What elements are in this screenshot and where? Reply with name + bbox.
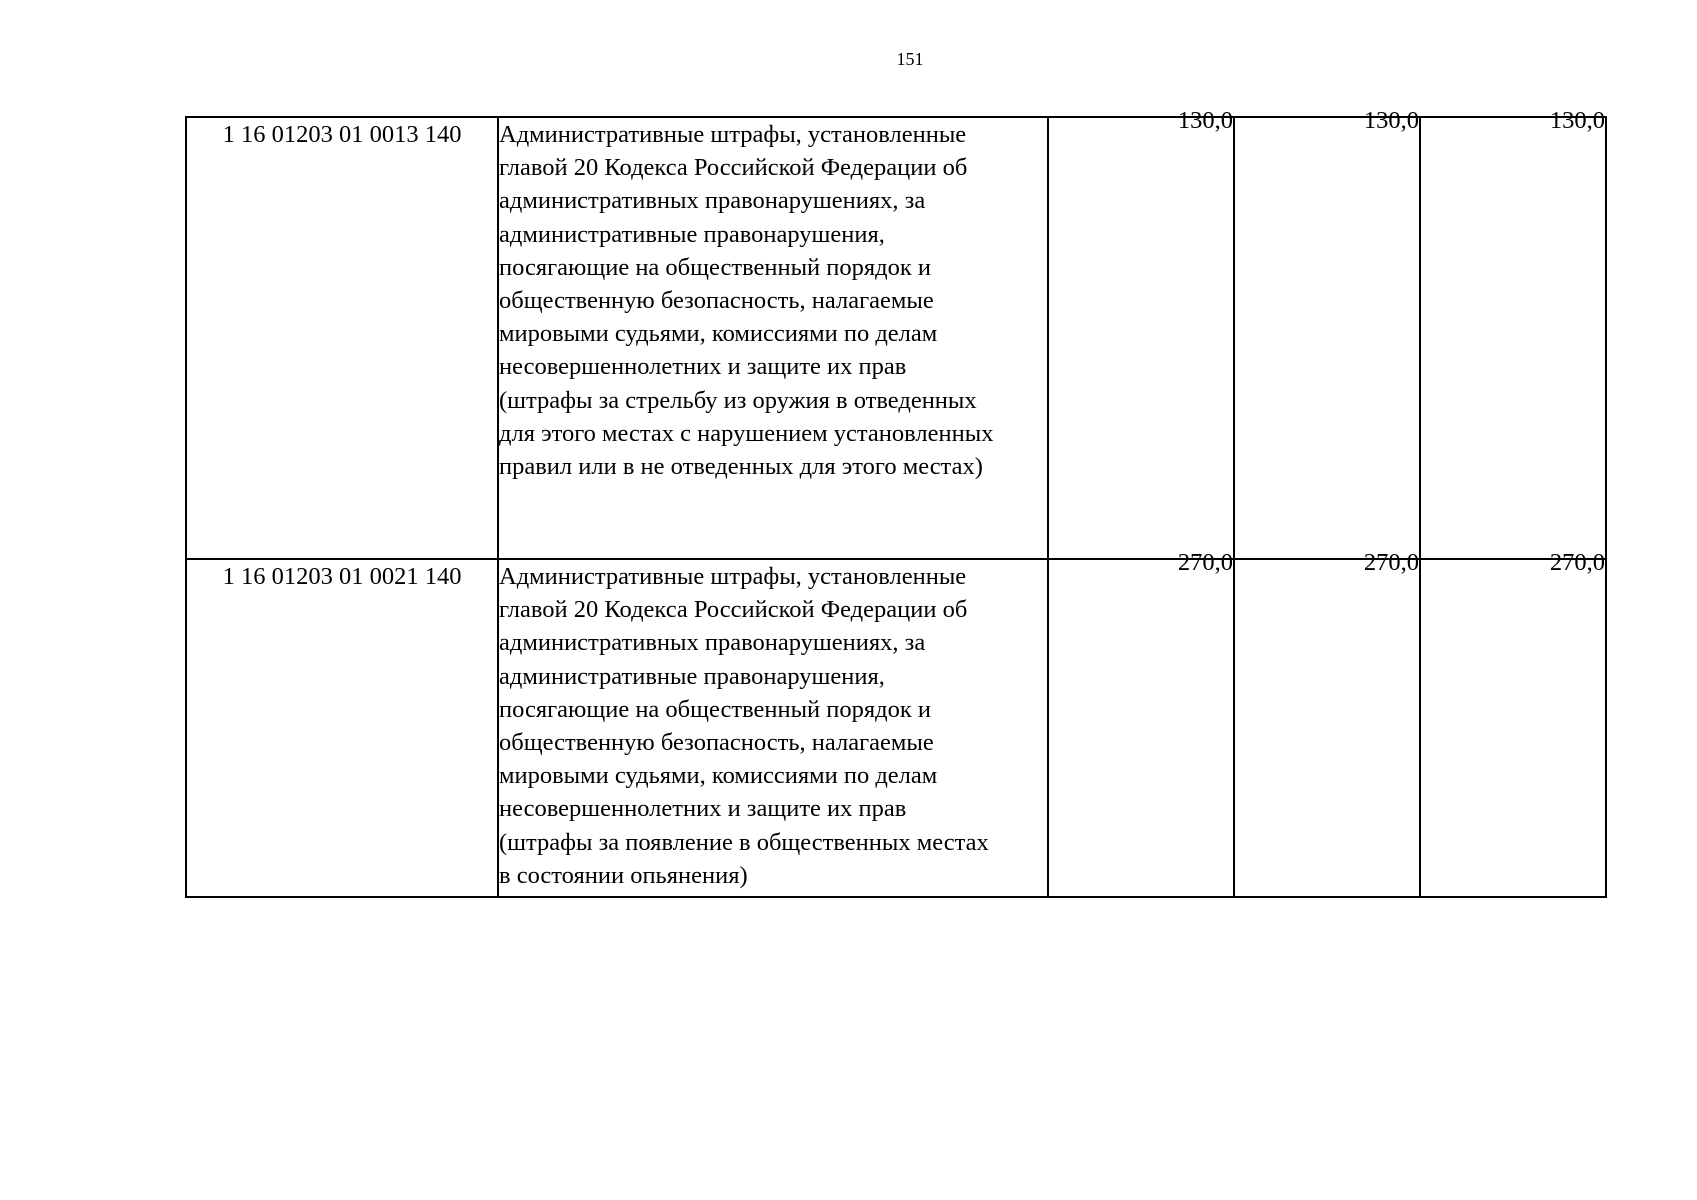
amount-value: 130,0 — [1549, 107, 1605, 134]
description-line: (штрафы за стрельбу из оружия в отведенных — [499, 386, 977, 414]
page-number: 151 — [896, 49, 924, 69]
description-line: административных правонарушениях, за — [499, 187, 926, 215]
value-cell-year-3 — [1420, 549, 1606, 897]
description-line: несовершеннолетних и защите их прав — [499, 795, 907, 823]
value-cell-year-2 — [1234, 107, 1420, 559]
description-line: (штрафы за появление в общественных местах — [499, 828, 989, 856]
amount-value: 270,0 — [1363, 549, 1419, 576]
description-line: Административные штрафы, установленные — [499, 563, 967, 590]
value-cell-year-3 — [1420, 107, 1606, 559]
amount-value: 270,0 — [1549, 549, 1605, 576]
description-line: общественную безопасность, налагаемые — [499, 287, 934, 315]
description-line: мировыми судьями, комиссиями по делам — [499, 320, 938, 348]
description-line: общественную безопасность, налагаемые — [499, 729, 934, 757]
description-cell — [498, 559, 1048, 897]
description-line: правил или в не отведенных для этого местах) — [499, 453, 983, 481]
value-cell-year-1 — [1048, 107, 1234, 559]
classification-code: 1 16 01203 01 0021 140 — [222, 563, 462, 590]
description-line: Административные штрафы, установленные — [499, 121, 967, 148]
description-line: посягающие на общественный порядок и — [499, 253, 932, 281]
description-cell — [498, 117, 1048, 559]
description-line: в состоянии опьянения) — [499, 861, 748, 889]
value-cell-year-2 — [1234, 549, 1420, 897]
amount-value: 270,0 — [1177, 549, 1233, 576]
description-line: для этого местах с нарушением установленных — [499, 419, 994, 447]
table-row — [186, 559, 1606, 897]
classification-code-cell — [186, 117, 498, 559]
description-line: административных правонарушениях, за — [499, 629, 926, 657]
amount-value: 130,0 — [1177, 107, 1233, 134]
amount-value: 130,0 — [1363, 107, 1419, 134]
budget-table — [185, 107, 1607, 898]
description-line: главой 20 Кодекса Российской Федерации об — [499, 596, 968, 624]
classification-code-cell — [186, 559, 498, 897]
description-line: главой 20 Кодекса Российской Федерации об — [499, 154, 968, 182]
description-line: посягающие на общественный порядок и — [499, 695, 932, 723]
classification-code: 1 16 01203 01 0013 140 — [222, 121, 462, 148]
description-line: несовершеннолетних и защите их прав — [499, 353, 907, 381]
value-cell-year-1 — [1048, 549, 1234, 897]
description-line: административные правонарушения, — [499, 662, 885, 690]
description-line: мировыми судьями, комиссиями по делам — [499, 762, 938, 790]
description-line: административные правонарушения, — [499, 220, 885, 248]
table-row — [186, 117, 1606, 559]
